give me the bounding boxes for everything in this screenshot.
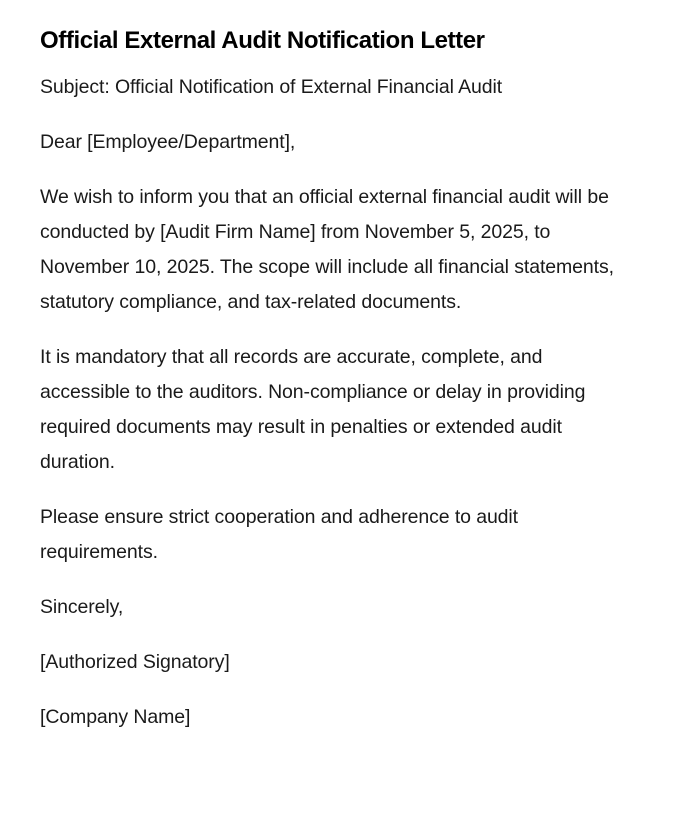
letter-paragraph-cooperation: Please ensure strict cooperation and adherence to audit requirements. [40,506,518,563]
letter-subject: Subject: Official Notification of External Financial Audit [40,76,503,98]
letter-company-name: [Company Name] [40,706,191,728]
letter-greeting: Dear [Employee/Department], [40,131,296,153]
letter-signatory: [Authorized Signatory] [40,651,230,673]
letter-paragraph-audit-schedule: We wish to inform you that an official external financial audit will be conducted by [Audit Firm Name] from November 5, 2025, to November 10, 2025. The scope will include all financial statements, statutory compliance, and tax-related documents. [40,186,614,313]
letter-closing: Sincerely, [40,596,124,618]
letter-paragraph-compliance: It is mandatory that all records are accurate, complete, and accessible to the auditors. Non-compliance or delay in providing required documents may result in penalties or extended audit duration. [40,346,586,473]
letter-title: Official External Audit Notification Letter [40,27,485,54]
